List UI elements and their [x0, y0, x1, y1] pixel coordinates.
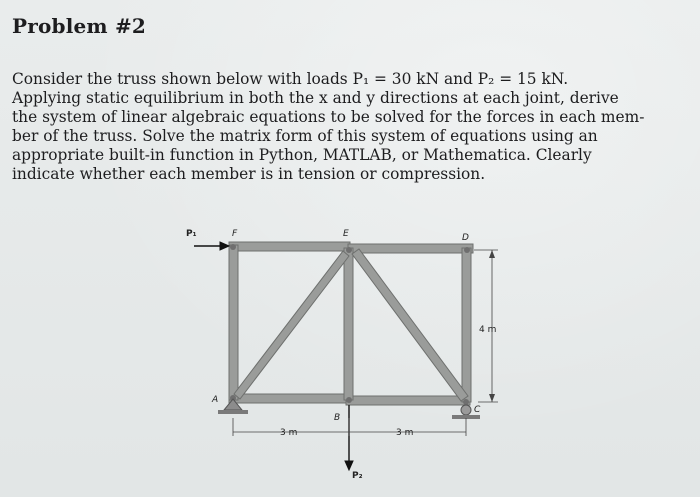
problem-title: Problem #2 — [12, 14, 147, 38]
joint-b — [346, 397, 352, 403]
member-ec — [352, 249, 468, 401]
label-p2: P₂ — [352, 471, 363, 481]
truss-members — [229, 242, 473, 405]
member-ed — [348, 244, 473, 253]
statement-line-5: appropriate built-in function in Python, MATLAB, or Mathematica. Clearly — [12, 146, 592, 164]
statement-line-4: ber of the truss. Solve the matrix form of this system of equations using an — [12, 127, 598, 145]
statement-line-6: indicate whether each member is in tension or compression. — [12, 165, 486, 183]
member-cd — [462, 248, 471, 402]
label-a: A — [212, 395, 219, 405]
label-b: B — [334, 413, 341, 423]
label-d: D — [462, 233, 469, 243]
load-p1-arrow — [194, 242, 229, 250]
label-dim-height: 4 m — [479, 325, 497, 335]
label-dim-left: 3 m — [280, 428, 298, 438]
label-c: C — [474, 405, 481, 415]
statement-line-1: Consider the truss shown below with loads P₁ = 30 kN and P₂ = 15 kN. — [12, 70, 569, 88]
joint-d — [464, 247, 470, 253]
member-ab — [229, 394, 350, 403]
member-ae — [234, 251, 349, 399]
member-bc — [346, 396, 470, 405]
member-be — [344, 248, 353, 400]
label-e: E — [343, 229, 349, 239]
joint-e — [346, 247, 352, 253]
joint-c — [463, 399, 469, 405]
joint-f — [230, 244, 236, 250]
label-f: F — [232, 229, 238, 239]
member-fe — [229, 242, 350, 251]
member-af — [229, 245, 238, 400]
statement-line-2: Applying static equilibrium in both the x and y directions at each joint, derive — [12, 89, 619, 107]
label-p1: P₁ — [186, 229, 197, 239]
load-p2-arrow — [345, 405, 353, 470]
label-dim-right: 3 m — [396, 428, 414, 438]
statement-line-3: the system of linear algebraic equations to be solved for the forces in each mem- — [12, 108, 645, 126]
